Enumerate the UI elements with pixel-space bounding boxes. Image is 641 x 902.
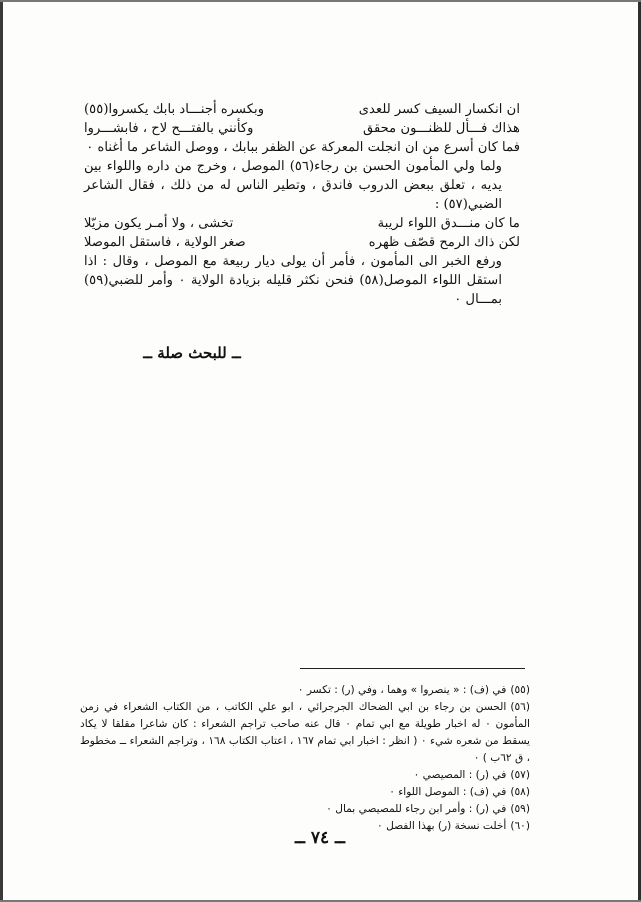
footnote-number: (٥٦) [510,701,530,713]
footnote [80,699,530,767]
verse-hemistich-b: وبكسره أجنـــاد بابك يكسروا(٥٥) [84,102,265,117]
footnote [80,801,530,818]
footnote-separator [300,668,525,669]
verse-hemistich-b: صغر الولاية ، فاستقل الموصلا [84,235,246,250]
footnote-number: (٦٠) [510,820,530,832]
paragraph-2: ولما ولي المأمون الحسن بن رجاء(٥٦) الموصل ، وخرج من داره واللواء بين يديه ، تعلق ببعض الدروب فاندق ، وتطير الناس له من ذلك ، فقال الشاعر الضبي(٥٧) : [84,159,503,212]
verse-line-3 [84,214,520,233]
verse-hemistich-a: هذاك فـــأل للظنـــون محقق [363,121,520,136]
footnote-number: (٥٥) [510,684,530,696]
verse-line-1 [84,100,520,119]
scan-edge-left [0,0,3,902]
footnote-text: الحسن بن رجاء بن ابي الضحاك الجرجرائي ، ابو علي الكاتب ، من الكتاب الشعراء في زمن المأمون ٠ له اخبار طويلة مع ابي تمام ٠ قال عنه صاحب تراجم الشعراء : كان شاعرا مقلقا لا يكاد يسقط من شعره شيء ٠ ( انظر : اخبار ابي تمام ١٦٧ ، اعتاب الكتاب ١٦٨ ، وتراجم الشعراء ــ مخطوط ، ق ٦٢ب ) ٠ [80,701,530,764]
footnote [80,767,530,784]
footnote [80,784,530,801]
footnote-text: في (ر) : وأمر ابن رجاء للمصيصي بمال ٠ [326,803,507,815]
paragraph-1: فما كان أسرع من ان انجلت المعركة عن الظفر ببابك ، ووصل الشاعر ما أغناه ٠ [86,140,520,155]
page-number: ــ ٧٤ ــ [294,828,346,848]
main-text [84,100,520,309]
verse-hemistich-a: ان انكسار السيف كسر للعدى [358,102,520,117]
footnote [80,682,530,699]
verse-hemistich-a: لكن ذاك الرمح قصّف ظهره [368,235,520,250]
verse-line-2 [84,119,520,138]
verse-hemistich-b: وكأنني بالفتـــح لاح ، فابشـــروا [84,121,254,136]
footnote-number: (٥٧) [510,769,530,781]
footnote-text: في (ر) : المصيصي ٠ [413,769,507,781]
footnote-text: في (ف) : « ينصروا » وهما ، وفي (ر) : تكسر ٠ [297,684,507,696]
verse-line-4 [84,233,520,252]
paragraph-3: ورفع الخبر الى المأمون ، فأمر أن يولى ديار ربيعة مع الموصل ، وقال : اذا استقل اللواء الموصل(٥٨) فنحن نكثر قليله بزيادة الولاية ٠ وأمر للضبي(٥٩) بمـــال ٠ [84,254,502,307]
footnote-text: أخلت نسخة (ر) بهذا الفصل ٠ [377,820,507,832]
footnote-number: (٥٩) [510,803,530,815]
footnotes [80,682,530,835]
to-be-continued-note: ــ للبحث صلة ــ [143,344,241,362]
footnote-text: في (ف) : الموصل اللواء ٠ [389,786,507,798]
verse-hemistich-b: تخشى ، ولا أمـر يكون مزيّلا [84,216,234,231]
footnote-number: (٥٨) [510,786,530,798]
verse-hemistich-a: ما كان منـــدق اللواء لريبة [377,216,520,231]
scan-edge-top [0,0,641,2]
